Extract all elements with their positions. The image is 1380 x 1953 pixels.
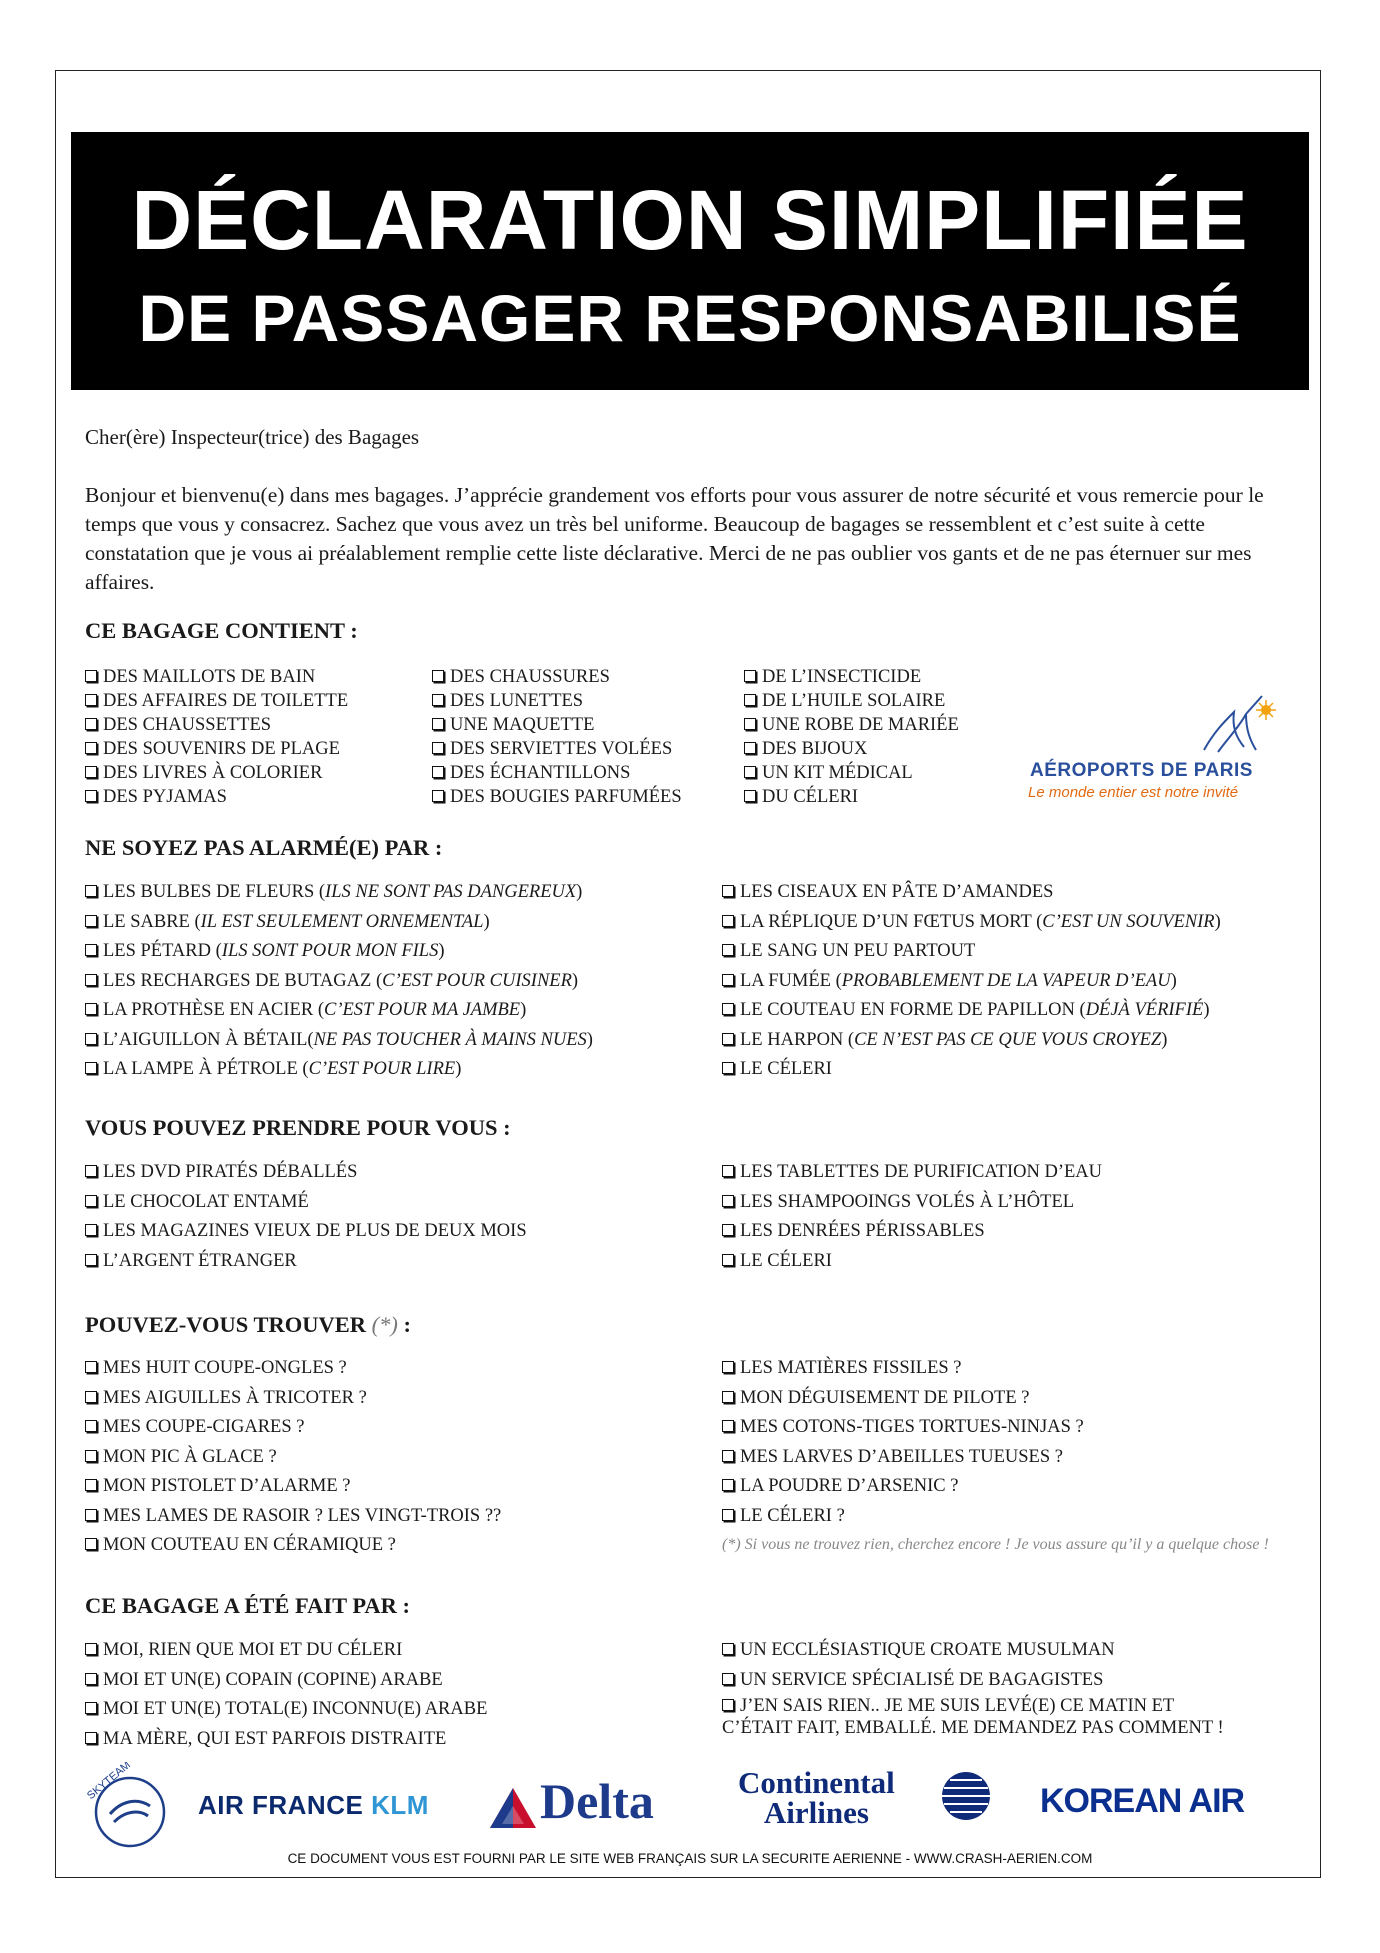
checkbox-icon[interactable] [432, 766, 444, 778]
checkbox-icon[interactable] [85, 1254, 97, 1266]
checkbox-icon[interactable] [85, 1062, 97, 1074]
footer-credit: CE DOCUMENT VOUS EST FOURNI PAR LE SITE WEB FRANÇAIS SUR LA SECURITE AERIENNE - WWW.CRASH-AERIEN.COM [287, 1851, 1093, 1866]
contient-col-1 [85, 665, 348, 809]
item-text: DE L’INSECTICIDE [762, 667, 922, 687]
list-item [722, 878, 1221, 908]
checkbox-icon[interactable] [744, 742, 756, 754]
item-text: LE HARPON ( [740, 1029, 855, 1050]
checkbox-icon[interactable] [722, 1361, 734, 1373]
list-item [722, 1354, 1084, 1384]
section-title-fait: CE BAGAGE A ÉTÉ FAIT PAR : [85, 1593, 411, 1618]
item-note: PROBABLEMENT DE LA VAPEUR D’EAU [841, 970, 1171, 991]
section-title-contient: CE BAGAGE CONTIENT : [85, 618, 358, 643]
item-text: LES BULBES DE FLEURS ( [103, 882, 326, 902]
item-text: LES SHAMPOOINGS VOLÉS À L’HÔTEL [740, 1191, 1075, 1212]
list-item [722, 1247, 1102, 1277]
list-item [85, 1725, 487, 1755]
skyteam-logo [80, 1762, 172, 1854]
item-text: J’EN SAIS RIEN.. JE ME SUIS LEVÉ(E) CE MATIN ET [740, 1696, 1175, 1716]
prendre-col-1 [85, 1158, 527, 1276]
adp-slogan: Le monde entier est notre invité [1028, 784, 1239, 801]
list-item [722, 1217, 1102, 1247]
list-item [722, 1055, 1221, 1085]
item-text: L’AIGUILLON À BÉTAIL( [103, 1029, 314, 1050]
list-item [722, 1666, 1224, 1696]
checkbox-icon[interactable] [722, 944, 734, 956]
checkbox-icon[interactable] [85, 974, 97, 986]
list-item [744, 713, 959, 737]
item-note: C’EST POUR CUISINER [382, 970, 572, 991]
list-item [722, 1026, 1221, 1056]
skyteam-text: SKYTEAM [85, 1762, 134, 1803]
checkbox-icon[interactable] [744, 790, 756, 802]
checkbox-icon[interactable] [722, 1643, 734, 1655]
item-text: DES CHAUSSURES [450, 667, 610, 687]
list-item [722, 908, 1221, 938]
list-item [85, 878, 593, 908]
list-item [744, 665, 959, 689]
item-text: DE L’HUILE SOLAIRE [762, 691, 946, 711]
item-text: MES HUIT COUPE-ONGLES ? [103, 1358, 347, 1378]
item-text: LES DENRÉES PÉRISSABLES [740, 1221, 985, 1241]
item-text: DES ÉCHANTILLONS [450, 763, 631, 783]
checkbox-icon[interactable] [85, 1033, 97, 1045]
list-item [85, 1531, 501, 1561]
trouver-title-text: POUVEZ-VOUS TROUVER [85, 1312, 367, 1337]
item-end: ) [586, 1029, 593, 1050]
list-item [85, 1055, 593, 1085]
list-item [85, 1188, 527, 1218]
checkbox-icon[interactable] [432, 742, 444, 754]
item-text: MES LARVES D’ABEILLES TUEUSES ? [740, 1446, 1063, 1467]
item-text: DES MAILLOTS DE BAIN [103, 667, 316, 687]
item-end: ) [520, 1000, 527, 1020]
section-title-alarme: NE SOYEZ PAS ALARMÉ(E) PAR : [85, 835, 443, 860]
aeroports-de-paris-logo [1024, 692, 1314, 810]
list-item [744, 689, 959, 713]
item-text: LA LAMPE À PÉTROLE ( [103, 1059, 309, 1079]
item-end: ) [576, 882, 583, 902]
airlines-text: Airlines [763, 1795, 869, 1830]
item-note: C’EST POUR MA JAMBE [323, 1000, 521, 1020]
fait-col-2 [722, 1636, 1224, 1739]
item-text: LA FUMÉE ( [740, 970, 842, 991]
item-note: C’EST UN SOUVENIR [1042, 911, 1215, 932]
list-item [85, 1413, 501, 1443]
list-item [432, 785, 682, 809]
list-item [722, 937, 1221, 967]
item-text: DES SOUVENIRS DE PLAGE [103, 739, 340, 759]
item-text: UN ECCLÉSIASTIQUE CROATE MUSULMAN [740, 1640, 1115, 1660]
list-item [85, 1158, 527, 1188]
item-text: L’ARGENT ÉTRANGER [103, 1250, 297, 1271]
item-note: DÉJÀ VÉRIFIÉ [1085, 1000, 1204, 1020]
list-item [85, 937, 593, 967]
checkbox-icon[interactable] [85, 1509, 97, 1521]
title-line-1: DÉCLARATION SIMPLIFIÉE [131, 173, 1249, 267]
item-end: ) [1170, 970, 1177, 991]
checkbox-icon[interactable] [722, 1450, 734, 1462]
item-text: MON PISTOLET D’ALARME ? [103, 1476, 351, 1496]
list-item [85, 713, 348, 737]
continental-globe-icon [938, 1768, 994, 1824]
item-note: ILS NE SONT PAS DANGEREUX [325, 882, 577, 902]
delta-logo: Delta [540, 1773, 654, 1829]
trouver-col-2 [722, 1354, 1084, 1531]
item-text: LES MATIÈRES FISSILES ? [740, 1358, 962, 1378]
list-item [85, 1443, 501, 1473]
checkbox-icon[interactable] [85, 1673, 97, 1685]
title-banner [71, 132, 1309, 390]
checkbox-icon[interactable] [722, 885, 734, 897]
title-line-2: DE PASSAGER RESPONSABILISÉ [138, 281, 1242, 355]
checkbox-icon[interactable] [722, 1224, 734, 1236]
item-text: LA POUDRE D’ARSENIC ? [740, 1476, 959, 1496]
list-item [722, 1695, 1224, 1717]
item-text: DES AFFAIRES DE TOILETTE [103, 691, 349, 711]
adp-bird-icon [1184, 692, 1304, 762]
trouver-col-1 [85, 1354, 501, 1561]
checkbox-icon[interactable] [85, 1732, 97, 1744]
checkbox-icon[interactable] [85, 670, 97, 682]
continental-logo [738, 1765, 895, 1830]
item-text: DES SERVIETTES VOLÉES [450, 739, 673, 759]
list-item [722, 1188, 1102, 1218]
list-item [85, 1354, 501, 1384]
trouver-footnote: (*) Si vous ne trouvez rien, cherchez encore ! Je vous assure qu’il y a quelque chose ! [722, 1536, 1269, 1553]
list-item [744, 761, 959, 785]
item-text: MES COTONS-TIGES TORTUES-NINJAS ? [740, 1417, 1084, 1437]
checkbox-icon[interactable] [722, 1165, 734, 1177]
item-text: LES PÉTARD ( [103, 941, 222, 961]
item-note: C’EST POUR LIRE [308, 1059, 456, 1079]
item-text: LE CHOCOLAT ENTAMÉ [103, 1191, 309, 1212]
list-item [85, 908, 593, 938]
item-text: MON DÉGUISEMENT DE PILOTE ? [740, 1387, 1030, 1408]
list-item [722, 1384, 1084, 1414]
item-note: IL EST SEULEMENT ORNEMENTAL [200, 911, 484, 932]
checkbox-icon[interactable] [722, 1254, 734, 1266]
item-text: MES LAMES DE RASOIR ? LES VINGT-TROIS ?? [103, 1505, 502, 1526]
item-text: MON PIC À GLACE ? [103, 1446, 277, 1467]
checkbox-icon[interactable] [744, 694, 756, 706]
list-item [722, 1502, 1084, 1532]
item-note: NE PAS TOUCHER À MAINS NUES [313, 1029, 587, 1050]
list-item [85, 785, 348, 809]
item-text: LA PROTHÈSE EN ACIER ( [103, 1000, 324, 1020]
item-end: ) [1203, 1000, 1210, 1020]
item-text: DES CHAUSSETTES [103, 715, 272, 735]
checkbox-icon[interactable] [722, 1195, 734, 1207]
list-item [722, 1443, 1084, 1473]
item-text: DES BIJOUX [762, 739, 868, 759]
item-text: LES RECHARGES DE BUTAGAZ ( [103, 970, 383, 991]
list-item [722, 1158, 1102, 1188]
list-item-continued: C’ÉTAIT FAIT, EMBALLÉ. ME DEMANDEZ PAS COMMENT ! [722, 1718, 1224, 1738]
trouver-title-end: : [397, 1312, 412, 1337]
checkbox-icon[interactable] [744, 670, 756, 682]
list-item [432, 713, 682, 737]
checkbox-icon[interactable] [432, 670, 444, 682]
checkbox-icon[interactable] [722, 1003, 734, 1015]
item-end: ) [1214, 911, 1221, 932]
air-france-text: AIR FRANCE [198, 1790, 364, 1820]
item-note: ILS SONT POUR MON FILS [221, 941, 439, 961]
item-text: LE SABRE ( [103, 911, 201, 932]
checkbox-icon[interactable] [85, 1224, 97, 1236]
item-text: LE CÉLERI ? [740, 1505, 845, 1526]
item-text: MES AIGUILLES À TRICOTER ? [103, 1387, 367, 1408]
list-item [432, 737, 682, 761]
list-item [85, 1472, 501, 1502]
item-end: ) [455, 1059, 462, 1079]
item-end: ) [1161, 1029, 1168, 1050]
air-france-klm-logo [198, 1790, 429, 1821]
item-text: DES PYJAMAS [103, 787, 227, 807]
contient-col-2 [432, 665, 682, 809]
item-text: MA MÈRE, QUI EST PARFOIS DISTRAITE [103, 1728, 447, 1749]
checkbox-icon[interactable] [85, 1702, 97, 1714]
item-text: LES MAGAZINES VIEUX DE PLUS DE DEUX MOIS [103, 1221, 527, 1241]
checkbox-icon[interactable] [722, 1420, 734, 1432]
checkbox-icon[interactable] [744, 718, 756, 730]
continental-text: Continental [738, 1765, 895, 1800]
checkbox-icon[interactable] [85, 766, 97, 778]
item-end: ) [571, 970, 579, 991]
checkbox-icon[interactable] [85, 1391, 97, 1403]
checkbox-icon[interactable] [85, 1420, 97, 1432]
list-item [85, 1666, 487, 1696]
item-text: DES BOUGIES PARFUMÉES [450, 787, 682, 807]
list-item [722, 967, 1221, 997]
section-title-prendre: VOUS POUVEZ PRENDRE POUR VOUS : [85, 1115, 511, 1140]
checkbox-icon[interactable] [722, 1509, 734, 1521]
contient-col-3 [744, 665, 959, 809]
item-text: LE SANG UN PEU PARTOUT [740, 941, 976, 961]
checkbox-icon[interactable] [722, 1062, 734, 1074]
fait-col-1 [85, 1636, 487, 1754]
klm-text: KLM [371, 1790, 429, 1820]
checkbox-icon[interactable] [85, 915, 97, 927]
list-item [85, 1026, 593, 1056]
delta-triangle-icon [488, 1786, 538, 1830]
item-note: CE N’EST PAS CE QUE VOUS CROYEZ [854, 1029, 1162, 1050]
list-item [85, 1695, 487, 1725]
section-title-trouver [85, 1312, 411, 1338]
list-item [85, 1502, 501, 1532]
checkbox-icon[interactable] [85, 944, 97, 956]
checkbox-icon[interactable] [85, 694, 97, 706]
list-item [85, 1217, 527, 1247]
checkbox-icon[interactable] [85, 1643, 97, 1655]
item-text: DES LIVRES À COLORIER [103, 763, 323, 783]
checkbox-icon[interactable] [722, 915, 734, 927]
list-item [85, 1636, 487, 1666]
item-text: MES COUPE-CIGARES ? [103, 1417, 305, 1437]
item-text: UN SERVICE SPÉCIALISÉ DE BAGAGISTES [740, 1669, 1104, 1690]
korean-air-logo: KOREAN AIR [1040, 1782, 1245, 1820]
alarme-col-2 [722, 878, 1221, 1085]
item-text: UNE ROBE DE MARIÉE [762, 715, 959, 735]
checkbox-icon[interactable] [432, 718, 444, 730]
list-item [744, 785, 959, 809]
list-item [432, 761, 682, 785]
item-text: LES DVD PIRATÉS DÉBALLÉS [103, 1162, 358, 1182]
list-item [722, 1636, 1224, 1666]
item-text: LE CÉLERI [740, 1059, 832, 1079]
item-text: UNE MAQUETTE [450, 715, 595, 735]
list-item [432, 689, 682, 713]
checkbox-icon[interactable] [85, 1003, 97, 1015]
intro-paragraph: Bonjour et bienvenu(e) dans mes bagages. J’apprécie grandement vos efforts pour vous assurer de notre sécurité et vous remercie pour le temps que vous y consacrez. Sachez que vous avez un très bel uniforme. Beaucoup de bagages se ressemblent et c’est suite à cette constatation que je vous ai préalablement remplie cette liste déclarative. Merci de ne pas oublier vos gants et de ne pas éternuer sur mes affaires. [85, 483, 1264, 594]
list-item [722, 1413, 1084, 1443]
list-item [85, 1384, 501, 1414]
item-text: LA RÉPLIQUE D’UN FŒTUS MORT ( [740, 911, 1043, 932]
item-text: MON COUTEAU EN CÉRAMIQUE ? [103, 1535, 396, 1555]
checkbox-icon[interactable] [85, 1479, 97, 1491]
checkbox-icon[interactable] [85, 1195, 97, 1207]
list-item [85, 1247, 527, 1277]
checkbox-icon[interactable] [722, 1479, 734, 1491]
checkbox-icon[interactable] [85, 718, 97, 730]
list-item [85, 689, 348, 713]
list-item [744, 737, 959, 761]
list-item [85, 761, 348, 785]
list-item [85, 737, 348, 761]
greeting: Cher(ère) Inspecteur(trice) des Bagages [85, 425, 420, 449]
checkbox-icon [722, 1699, 734, 1711]
checkbox-icon[interactable] [722, 1033, 734, 1045]
fait-col-2-list [722, 1636, 1224, 1695]
item-text: LES TABLETTES DE PURIFICATION D’EAU [740, 1162, 1102, 1182]
trouver-title-star: (*) [371, 1312, 398, 1337]
checkbox-icon[interactable] [722, 1391, 734, 1403]
checkbox-icon[interactable] [85, 1450, 97, 1462]
checkbox-icon[interactable] [85, 1165, 97, 1177]
checkbox-icon[interactable] [85, 1538, 97, 1550]
item-text: LE COUTEAU EN FORME DE PAPILLON ( [740, 1000, 1086, 1020]
item-text: MOI ET UN(E) TOTAL(E) INCONNU(E) ARABE [103, 1699, 488, 1719]
checkbox-icon[interactable] [85, 742, 97, 754]
alarme-col-1 [85, 878, 593, 1085]
list-item [85, 967, 593, 997]
checkbox-icon[interactable] [744, 766, 756, 778]
item-text: MOI, RIEN QUE MOI ET DU CÉLERI [103, 1640, 403, 1660]
skyteam-emblem-icon [80, 1762, 172, 1854]
list-item [85, 996, 593, 1026]
checkbox-icon[interactable] [85, 1361, 97, 1373]
checkbox-icon[interactable] [85, 790, 97, 802]
checkbox-icon[interactable] [432, 790, 444, 802]
list-item [722, 1472, 1084, 1502]
list-item [722, 996, 1221, 1026]
list-item [432, 665, 682, 689]
item-text: DES LUNETTES [450, 691, 584, 711]
item-end: ) [483, 911, 490, 932]
checkbox-icon[interactable] [85, 885, 97, 897]
checkbox-icon[interactable] [722, 1673, 734, 1685]
list-item [85, 665, 348, 689]
item-end: ) [438, 941, 445, 961]
prendre-col-2 [722, 1158, 1102, 1276]
adp-name: AÉROPORTS DE PARIS [1030, 760, 1253, 781]
checkbox-icon[interactable] [722, 974, 734, 986]
item-text: UN KIT MÉDICAL [762, 763, 913, 783]
checkbox-icon[interactable] [432, 694, 444, 706]
item-text: LES CISEAUX EN PÂTE D’AMANDES [740, 882, 1054, 902]
item-text: DU CÉLERI [762, 787, 859, 807]
item-text: MOI ET UN(E) COPAIN (COPINE) ARABE [103, 1669, 443, 1690]
item-text: LE CÉLERI [740, 1250, 832, 1271]
